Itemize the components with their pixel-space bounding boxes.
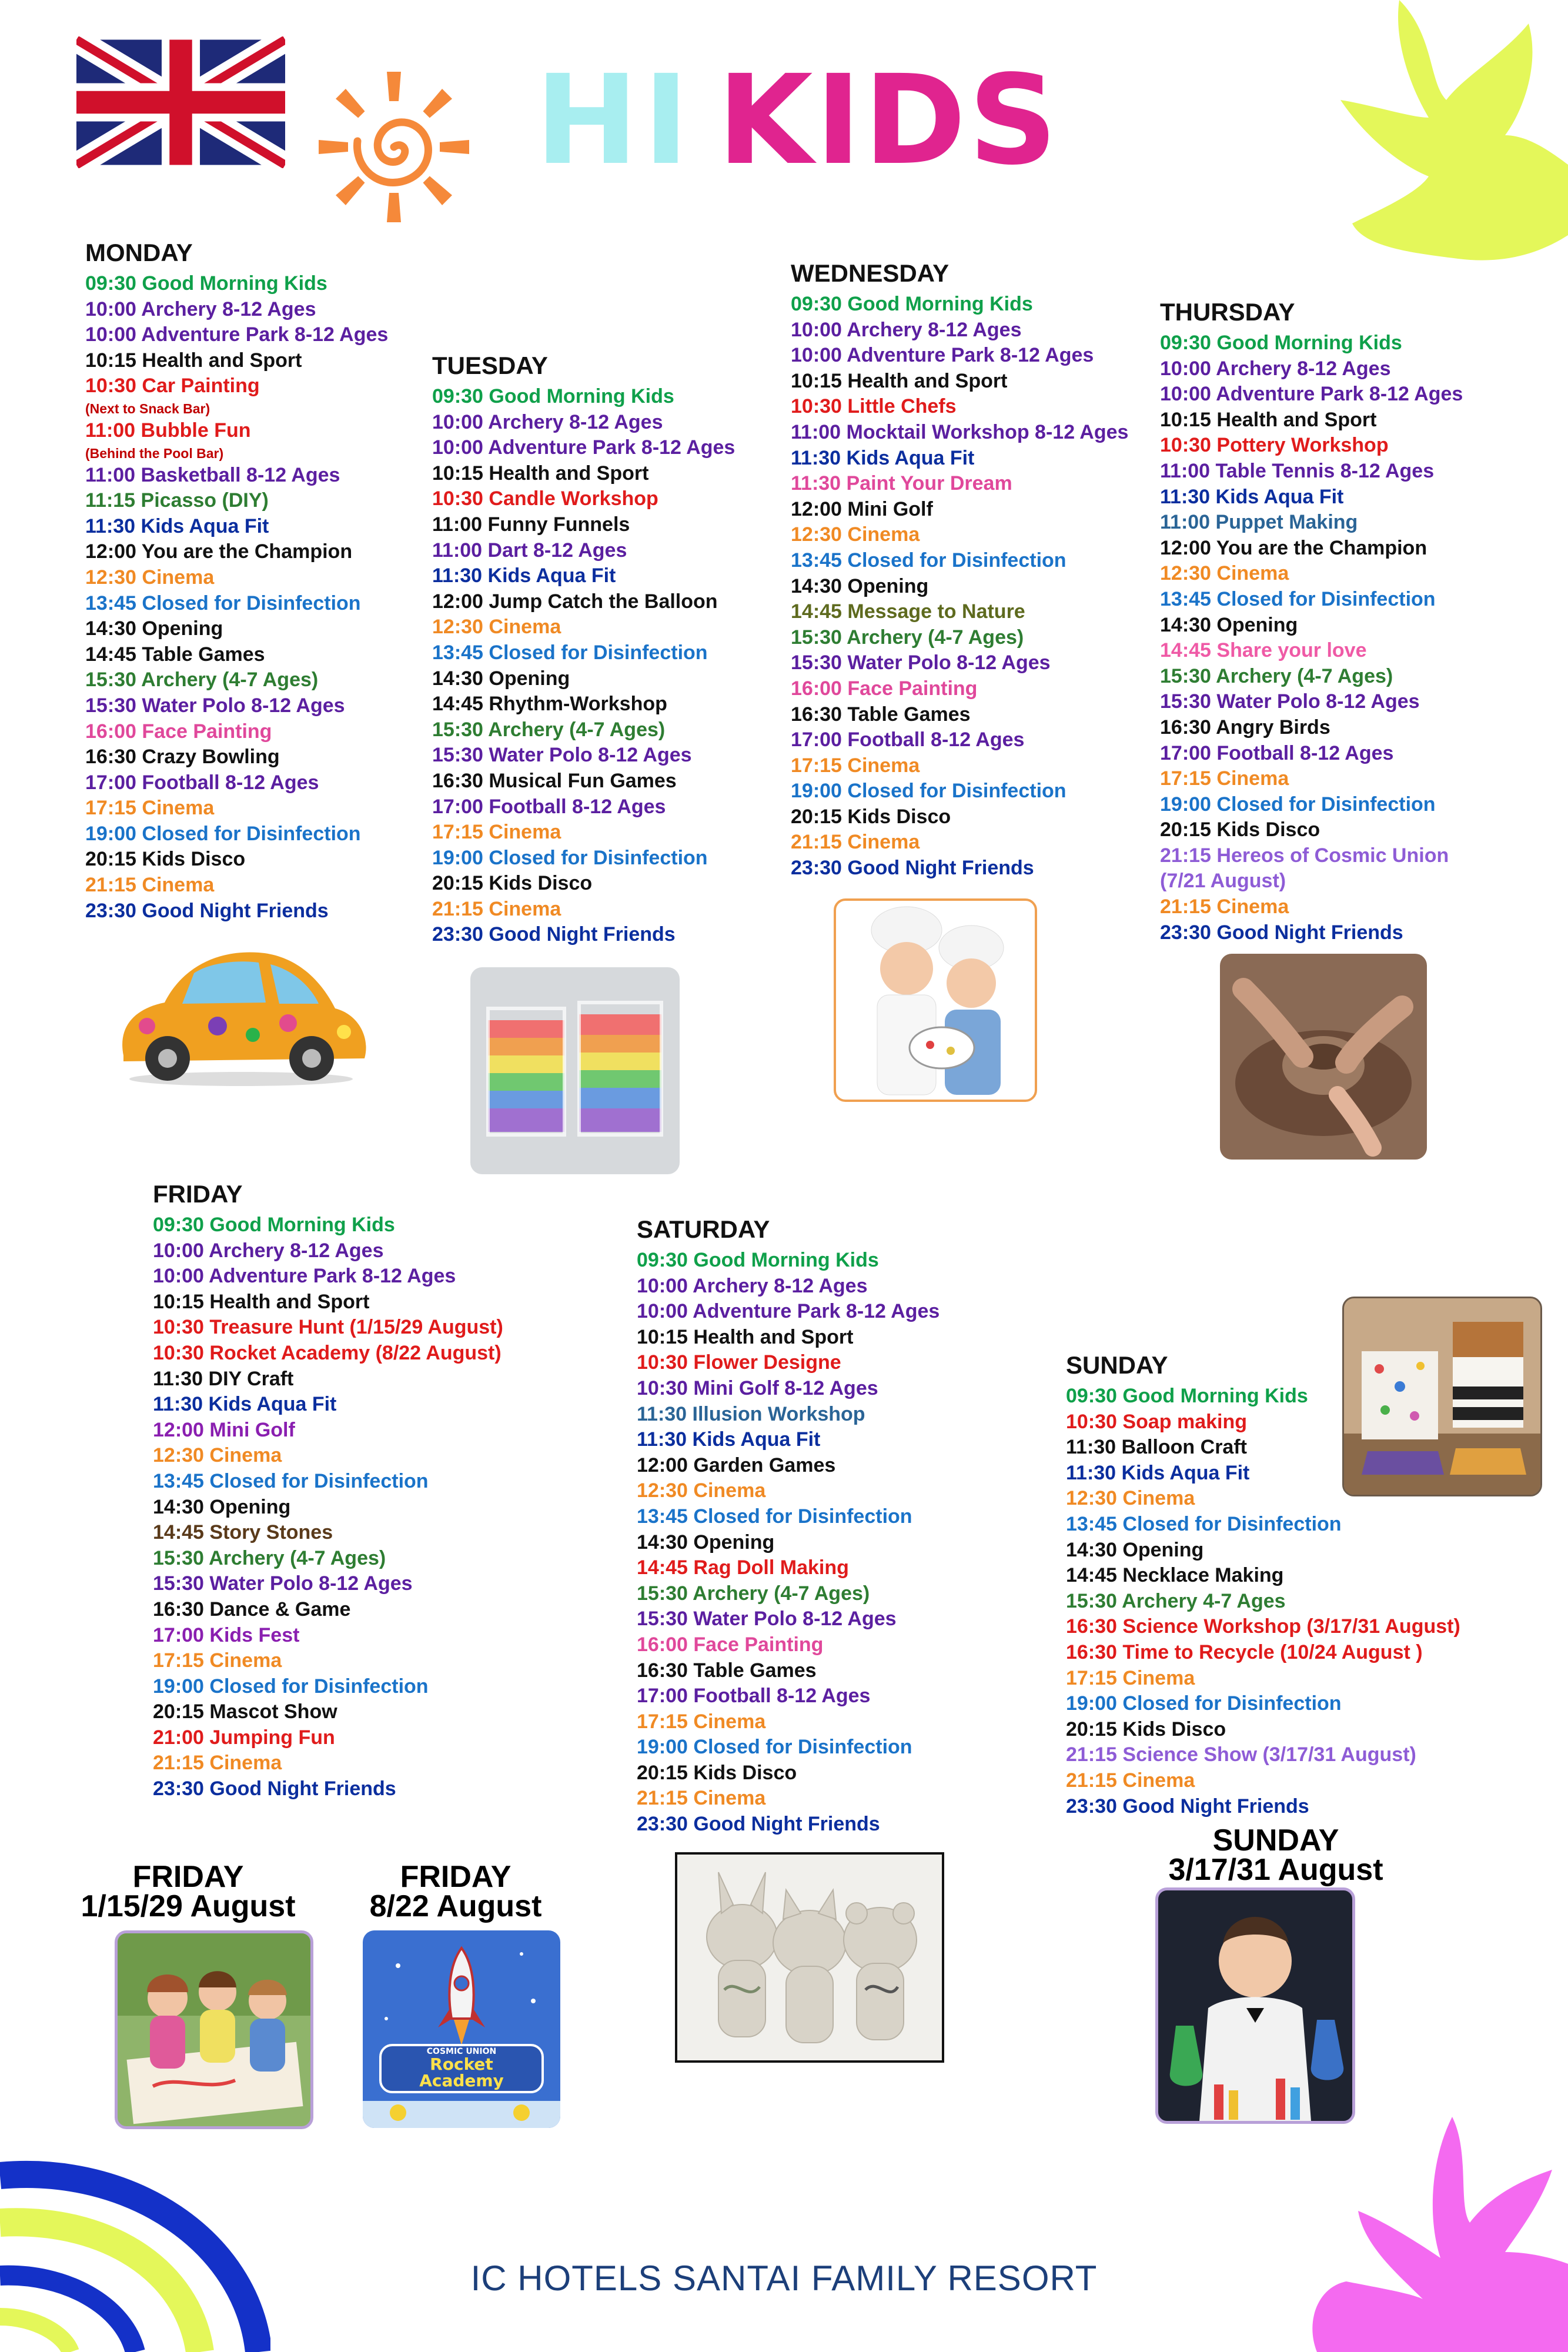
- event-item: 21:15 Cinema: [637, 1787, 766, 1810]
- event-item: 12:00 Jump Catch the Balloon: [432, 590, 718, 613]
- soap-bars-image: [1342, 1297, 1542, 1496]
- event-item: 11:30 Kids Aqua Fit: [637, 1428, 821, 1451]
- event-item: 21:15 Cinema: [791, 831, 920, 854]
- event-item: 17:15 Cinema: [637, 1710, 766, 1733]
- event-item: 10:15 Health and Sport: [791, 369, 1008, 392]
- event-item: 12:30 Cinema: [153, 1444, 282, 1467]
- event-item: 15:30 Water Polo 8-12 Ages: [791, 652, 1051, 674]
- sun-icon: [312, 65, 476, 229]
- event-item: 17:15 Cinema: [432, 821, 561, 844]
- event-item: 10:30 Pottery Workshop: [1160, 434, 1389, 457]
- event-item: 19:00 Closed for Disinfection: [637, 1736, 912, 1759]
- event-item: 17:00 Football 8-12 Ages: [85, 771, 319, 794]
- uk-flag-icon[interactable]: [76, 36, 285, 168]
- event-item: 12:30 Cinema: [1160, 562, 1289, 585]
- event-note: (Behind the Pool Bar): [85, 445, 224, 461]
- event-item: 09:30 Good Morning Kids: [1160, 332, 1402, 354]
- event-item: 17:15 Cinema: [791, 754, 920, 777]
- friday-caption-a-dates: 1/15/29 August: [81, 1889, 296, 1923]
- event-item: 11:15 Picasso (DIY): [85, 489, 269, 512]
- event-item: 21:15 Hereos of Cosmic Union: [1160, 844, 1449, 867]
- event-item: (7/21 August): [1160, 870, 1286, 893]
- event-item: 09:30 Good Morning Kids: [791, 293, 1033, 315]
- event-item: 10:15 Health and Sport: [637, 1325, 854, 1348]
- event-item: 15:30 Archery (4-7 Ages): [153, 1546, 386, 1569]
- title-kids: KIDS: [717, 48, 1060, 192]
- event-item: 11:00 Mocktail Workshop 8-12 Ages: [791, 420, 1129, 443]
- event-item: 11:00 Table Tennis 8-12 Ages: [1160, 459, 1435, 482]
- saturday-schedule: [637, 1215, 940, 1838]
- sunday-caption-c-dates: 3/17/31 August: [1168, 1853, 1383, 1887]
- event-item: 12:30 Cinema: [791, 523, 920, 546]
- event-item: 23:30 Good Night Friends: [637, 1813, 880, 1836]
- event-item: 13:45 Closed for Disinfection: [1160, 587, 1436, 610]
- science-kid-image: [1155, 1887, 1355, 2124]
- event-item: 17:15 Cinema: [1066, 1666, 1195, 1689]
- event-item: 11:30 Paint Your Dream: [791, 472, 1012, 495]
- event-item: 19:00 Closed for Disinfection: [432, 846, 708, 869]
- friday-caption-b: [344, 1862, 567, 1921]
- event-item: 21:15 Cinema: [85, 874, 215, 897]
- friday-caption-b-dates: 8/22 August: [369, 1889, 542, 1923]
- event-item: 10:30 Little Chefs: [791, 395, 957, 418]
- event-item: 14:45 Rhythm-Workshop: [432, 693, 667, 716]
- event-item: 21:15 Cinema: [432, 897, 561, 920]
- event-item: 13:45 Closed for Disinfection: [85, 592, 361, 614]
- thursday-schedule: [1160, 298, 1463, 946]
- event-item: 23:30 Good Night Friends: [1160, 921, 1403, 944]
- event-item: 10:00 Adventure Park 8-12 Ages: [432, 436, 735, 459]
- event-item: 14:45 Table Games: [85, 643, 265, 666]
- event-item: 14:45 Message to Nature: [791, 600, 1025, 623]
- event-item: 12:00 Mini Golf: [791, 497, 933, 520]
- event-item: 20:15 Kids Disco: [85, 848, 246, 871]
- friday-title: FRIDAY: [153, 1180, 243, 1208]
- event-item: 10:30 Car Painting: [85, 375, 260, 397]
- event-item: 17:00 Kids Fest: [153, 1623, 300, 1646]
- event-item: 15:30 Archery (4-7 Ages): [432, 718, 666, 741]
- event-item: 20:15 Kids Disco: [432, 872, 593, 895]
- event-item: 21:15 Cinema: [1066, 1769, 1195, 1792]
- saturday-title: SATURDAY: [637, 1215, 770, 1243]
- event-item: 15:30 Water Polo 8-12 Ages: [1160, 690, 1420, 713]
- rocket-academy-image: [363, 1930, 560, 2128]
- event-item: 20:15 Kids Disco: [1160, 818, 1320, 841]
- event-item: 16:30 Table Games: [791, 703, 971, 726]
- event-item: 12:30 Cinema: [432, 616, 561, 639]
- event-item: 20:15 Kids Disco: [791, 805, 951, 828]
- event-item: 10:00 Archery 8-12 Ages: [432, 410, 663, 433]
- event-item: 15:30 Water Polo 8-12 Ages: [85, 694, 345, 717]
- monday-schedule: [85, 238, 388, 924]
- event-item: 17:00 Football 8-12 Ages: [1160, 741, 1394, 764]
- event-item: 10:30 Rocket Academy (8/22 August): [153, 1341, 502, 1364]
- event-item: 16:30 Crazy Bowling: [85, 746, 280, 769]
- event-item: 11:30 Balloon Craft: [1066, 1436, 1247, 1459]
- pottery-image: [1220, 954, 1427, 1160]
- event-item: 21:00 Jumping Fun: [153, 1726, 335, 1749]
- event-item: 10:00 Adventure Park 8-12 Ages: [637, 1300, 940, 1323]
- event-item: 14:30 Opening: [1160, 613, 1298, 636]
- event-item: 10:00 Archery 8-12 Ages: [637, 1274, 868, 1297]
- tuesday-schedule: [432, 351, 735, 948]
- event-item: 10:15 Health and Sport: [85, 349, 302, 372]
- sunday-caption-c-day: SUNDAY: [1212, 1823, 1339, 1857]
- event-item: 10:00 Adventure Park 8-12 Ages: [153, 1265, 456, 1288]
- decor-rainbow-bottom-left: [0, 2152, 270, 2352]
- event-item: 11:30 Kids Aqua Fit: [432, 564, 616, 587]
- rocket-badge-line2: Rocket: [430, 2054, 493, 2074]
- monday-title: MONDAY: [85, 239, 193, 266]
- event-item: 13:45 Closed for Disinfection: [432, 641, 708, 664]
- event-item: 15:30 Archery (4-7 Ages): [1160, 664, 1393, 687]
- event-item: 13:45 Closed for Disinfection: [153, 1469, 429, 1492]
- event-item: 10:15 Health and Sport: [1160, 408, 1377, 431]
- event-item: 16:30 Table Games: [637, 1659, 817, 1682]
- decor-leaf-bottom-right: [1293, 2117, 1568, 2352]
- event-item: 15:30 Archery (4-7 Ages): [791, 626, 1024, 649]
- event-item: 17:00 Football 8-12 Ages: [791, 729, 1025, 751]
- event-item: 19:00 Closed for Disinfection: [153, 1675, 429, 1698]
- event-item: 15:30 Water Polo 8-12 Ages: [432, 744, 692, 767]
- event-item: 12:30 Cinema: [637, 1479, 766, 1502]
- event-item: 14:45 Necklace Making: [1066, 1564, 1284, 1587]
- event-item: 10:30 Treasure Hunt (1/15/29 August): [153, 1316, 503, 1339]
- event-item: 13:45 Closed for Disinfection: [637, 1505, 912, 1528]
- event-item: 09:30 Good Morning Kids: [1066, 1385, 1308, 1407]
- event-item: 23:30 Good Night Friends: [85, 899, 329, 922]
- resort-footer: IC HOTELS SANTAI FAMILY RESORT: [470, 2259, 1098, 2298]
- event-item: 21:15 Cinema: [153, 1752, 282, 1775]
- friday-caption-b-day: FRIDAY: [400, 1860, 511, 1894]
- event-item: 11:30 Illusion Workshop: [637, 1402, 865, 1425]
- friday-caption-a-day: FRIDAY: [132, 1860, 244, 1894]
- treasure-hunt-image: [115, 1930, 313, 2129]
- event-item: 17:00 Football 8-12 Ages: [432, 795, 666, 818]
- event-item: 12:30 Cinema: [85, 566, 215, 589]
- event-item: 21:15 Cinema: [1160, 896, 1289, 918]
- event-item: 15:30 Water Polo 8-12 Ages: [637, 1608, 897, 1631]
- event-item: 23:30 Good Night Friends: [791, 857, 1034, 880]
- wednesday-title: WEDNESDAY: [791, 259, 950, 287]
- event-item: 16:00 Face Painting: [791, 677, 978, 700]
- event-item: 10:00 Adventure Park 8-12 Ages: [85, 323, 389, 346]
- event-item: 10:00 Archery 8-12 Ages: [85, 298, 316, 320]
- friday-caption-a: [65, 1862, 312, 1921]
- event-item: 10:00 Adventure Park 8-12 Ages: [1160, 383, 1463, 406]
- event-item: 14:30 Opening: [791, 574, 929, 597]
- event-item: 09:30 Good Morning Kids: [85, 272, 327, 295]
- decor-leaf-top-right: [1329, 0, 1568, 270]
- event-item: 11:00 Puppet Making: [1160, 511, 1358, 534]
- event-item: 14:30 Opening: [432, 667, 570, 690]
- event-item: 16:30 Time to Recycle (10/24 August ): [1066, 1641, 1423, 1663]
- event-item: 16:00 Face Painting: [637, 1633, 824, 1656]
- event-item: 10:30 Soap making: [1066, 1410, 1248, 1433]
- event-item: 21:15 Science Show (3/17/31 August): [1066, 1743, 1416, 1766]
- event-item: 11:00 Funny Funnels: [432, 513, 630, 536]
- event-item: 11:00 Bubble Fun: [85, 419, 251, 442]
- event-item: 13:45 Closed for Disinfection: [1066, 1512, 1342, 1535]
- event-item: 11:00 Basketball 8-12 Ages: [85, 463, 340, 486]
- event-item: 10:15 Health and Sport: [153, 1290, 370, 1313]
- event-item: 10:30 Candle Workshop: [432, 487, 658, 510]
- event-item: 10:30 Mini Golf 8-12 Ages: [637, 1377, 878, 1399]
- event-item: 11:30 Kids Aqua Fit: [153, 1393, 337, 1416]
- event-item: 19:00 Closed for Disinfection: [85, 822, 361, 845]
- event-item: 15:30 Archery (4-7 Ages): [85, 669, 319, 691]
- event-item: 15:30 Archery 4-7 Ages: [1066, 1589, 1286, 1612]
- friday-schedule: [153, 1180, 503, 1802]
- sunday-caption-c: [1138, 1823, 1414, 1887]
- event-item: 14:30 Opening: [85, 617, 223, 640]
- event-item: 09:30 Good Morning Kids: [637, 1249, 879, 1271]
- event-item: 15:30 Archery (4-7 Ages): [637, 1582, 870, 1605]
- event-item: 13:45 Closed for Disinfection: [791, 549, 1066, 572]
- event-item: 23:30 Good Night Friends: [432, 923, 676, 946]
- event-item: 16:30 Dance & Game: [153, 1598, 351, 1621]
- event-item: 20:15 Kids Disco: [637, 1761, 797, 1784]
- event-item: 10:00 Archery 8-12 Ages: [791, 318, 1022, 341]
- event-item: 11:30 Kids Aqua Fit: [1160, 485, 1344, 508]
- painted-car-image: [112, 938, 370, 1091]
- event-item: 10:00 Archery 8-12 Ages: [153, 1239, 384, 1262]
- event-item: 14:45 Story Stones: [153, 1521, 333, 1544]
- event-item: 16:30 Angry Birds: [1160, 716, 1330, 739]
- event-item: 12:00 You are the Champion: [1160, 536, 1427, 559]
- event-item: 16:00 Face Painting: [85, 720, 272, 743]
- event-item: 23:30 Good Night Friends: [153, 1778, 396, 1800]
- event-item: 10:15 Health and Sport: [432, 462, 649, 485]
- thursday-title: THURSDAY: [1160, 298, 1295, 326]
- event-item: 10:30 Flower Designe: [637, 1351, 841, 1374]
- event-note: (Next to Snack Bar): [85, 400, 210, 416]
- event-item: 19:00 Closed for Disinfection: [791, 780, 1066, 803]
- event-item: 12:00 Mini Golf: [153, 1418, 295, 1441]
- event-item: 11:00 Dart 8-12 Ages: [432, 539, 627, 562]
- event-item: 14:30 Opening: [637, 1531, 775, 1553]
- event-item: 16:30 Science Workshop (3/17/31 August): [1066, 1615, 1460, 1638]
- event-item: 19:00 Closed for Disinfection: [1160, 793, 1436, 816]
- event-item: 14:30 Opening: [1066, 1538, 1204, 1561]
- tuesday-title: TUESDAY: [432, 352, 548, 379]
- event-item: 14:45 Rag Doll Making: [637, 1556, 849, 1579]
- event-item: 10:00 Archery 8-12 Ages: [1160, 357, 1391, 380]
- event-item: 17:15 Cinema: [85, 797, 215, 820]
- event-item: 11:30 Kids Aqua Fit: [1066, 1461, 1250, 1484]
- event-item: 11:30 Kids Aqua Fit: [791, 446, 975, 469]
- little-chefs-image: [834, 898, 1037, 1102]
- event-item: 17:00 Football 8-12 Ages: [637, 1685, 871, 1708]
- event-item: 20:15 Kids Disco: [1066, 1718, 1226, 1740]
- event-item: 10:00 Adventure Park 8-12 Ages: [791, 344, 1094, 367]
- rocket-badge-line1: COSMIC UNION: [426, 2047, 497, 2056]
- rocket-badge-line3: Academy: [419, 2071, 504, 2090]
- sunday-title: SUNDAY: [1066, 1351, 1168, 1379]
- event-item: 09:30 Good Morning Kids: [153, 1214, 395, 1236]
- rainbow-candles-image: [470, 967, 680, 1174]
- event-item: 19:00 Closed for Disinfection: [1066, 1692, 1342, 1715]
- event-item: 17:15 Cinema: [153, 1649, 282, 1672]
- event-item: 16:30 Musical Fun Games: [432, 769, 677, 792]
- event-item: 11:30 Kids Aqua Fit: [85, 514, 269, 537]
- event-item: 09:30 Good Morning Kids: [432, 385, 674, 407]
- event-item: 11:30 DIY Craft: [153, 1367, 294, 1390]
- event-item: 20:15 Mascot Show: [153, 1700, 337, 1723]
- event-item: 12:30 Cinema: [1066, 1487, 1195, 1510]
- rag-dolls-image: [675, 1852, 944, 2063]
- title-hi: HI: [535, 48, 694, 192]
- rocket-academy-badge: [380, 2047, 543, 2089]
- wednesday-schedule: [791, 259, 1128, 881]
- event-item: 17:15 Cinema: [1160, 767, 1289, 790]
- event-item: 14:30 Opening: [153, 1495, 291, 1518]
- event-item: 12:00 Garden Games: [637, 1454, 836, 1476]
- event-item: 12:00 You are the Champion: [85, 540, 353, 563]
- event-item: 15:30 Water Polo 8-12 Ages: [153, 1572, 413, 1595]
- event-item: 14:45 Share your love: [1160, 639, 1367, 662]
- event-item: 23:30 Good Night Friends: [1066, 1795, 1309, 1818]
